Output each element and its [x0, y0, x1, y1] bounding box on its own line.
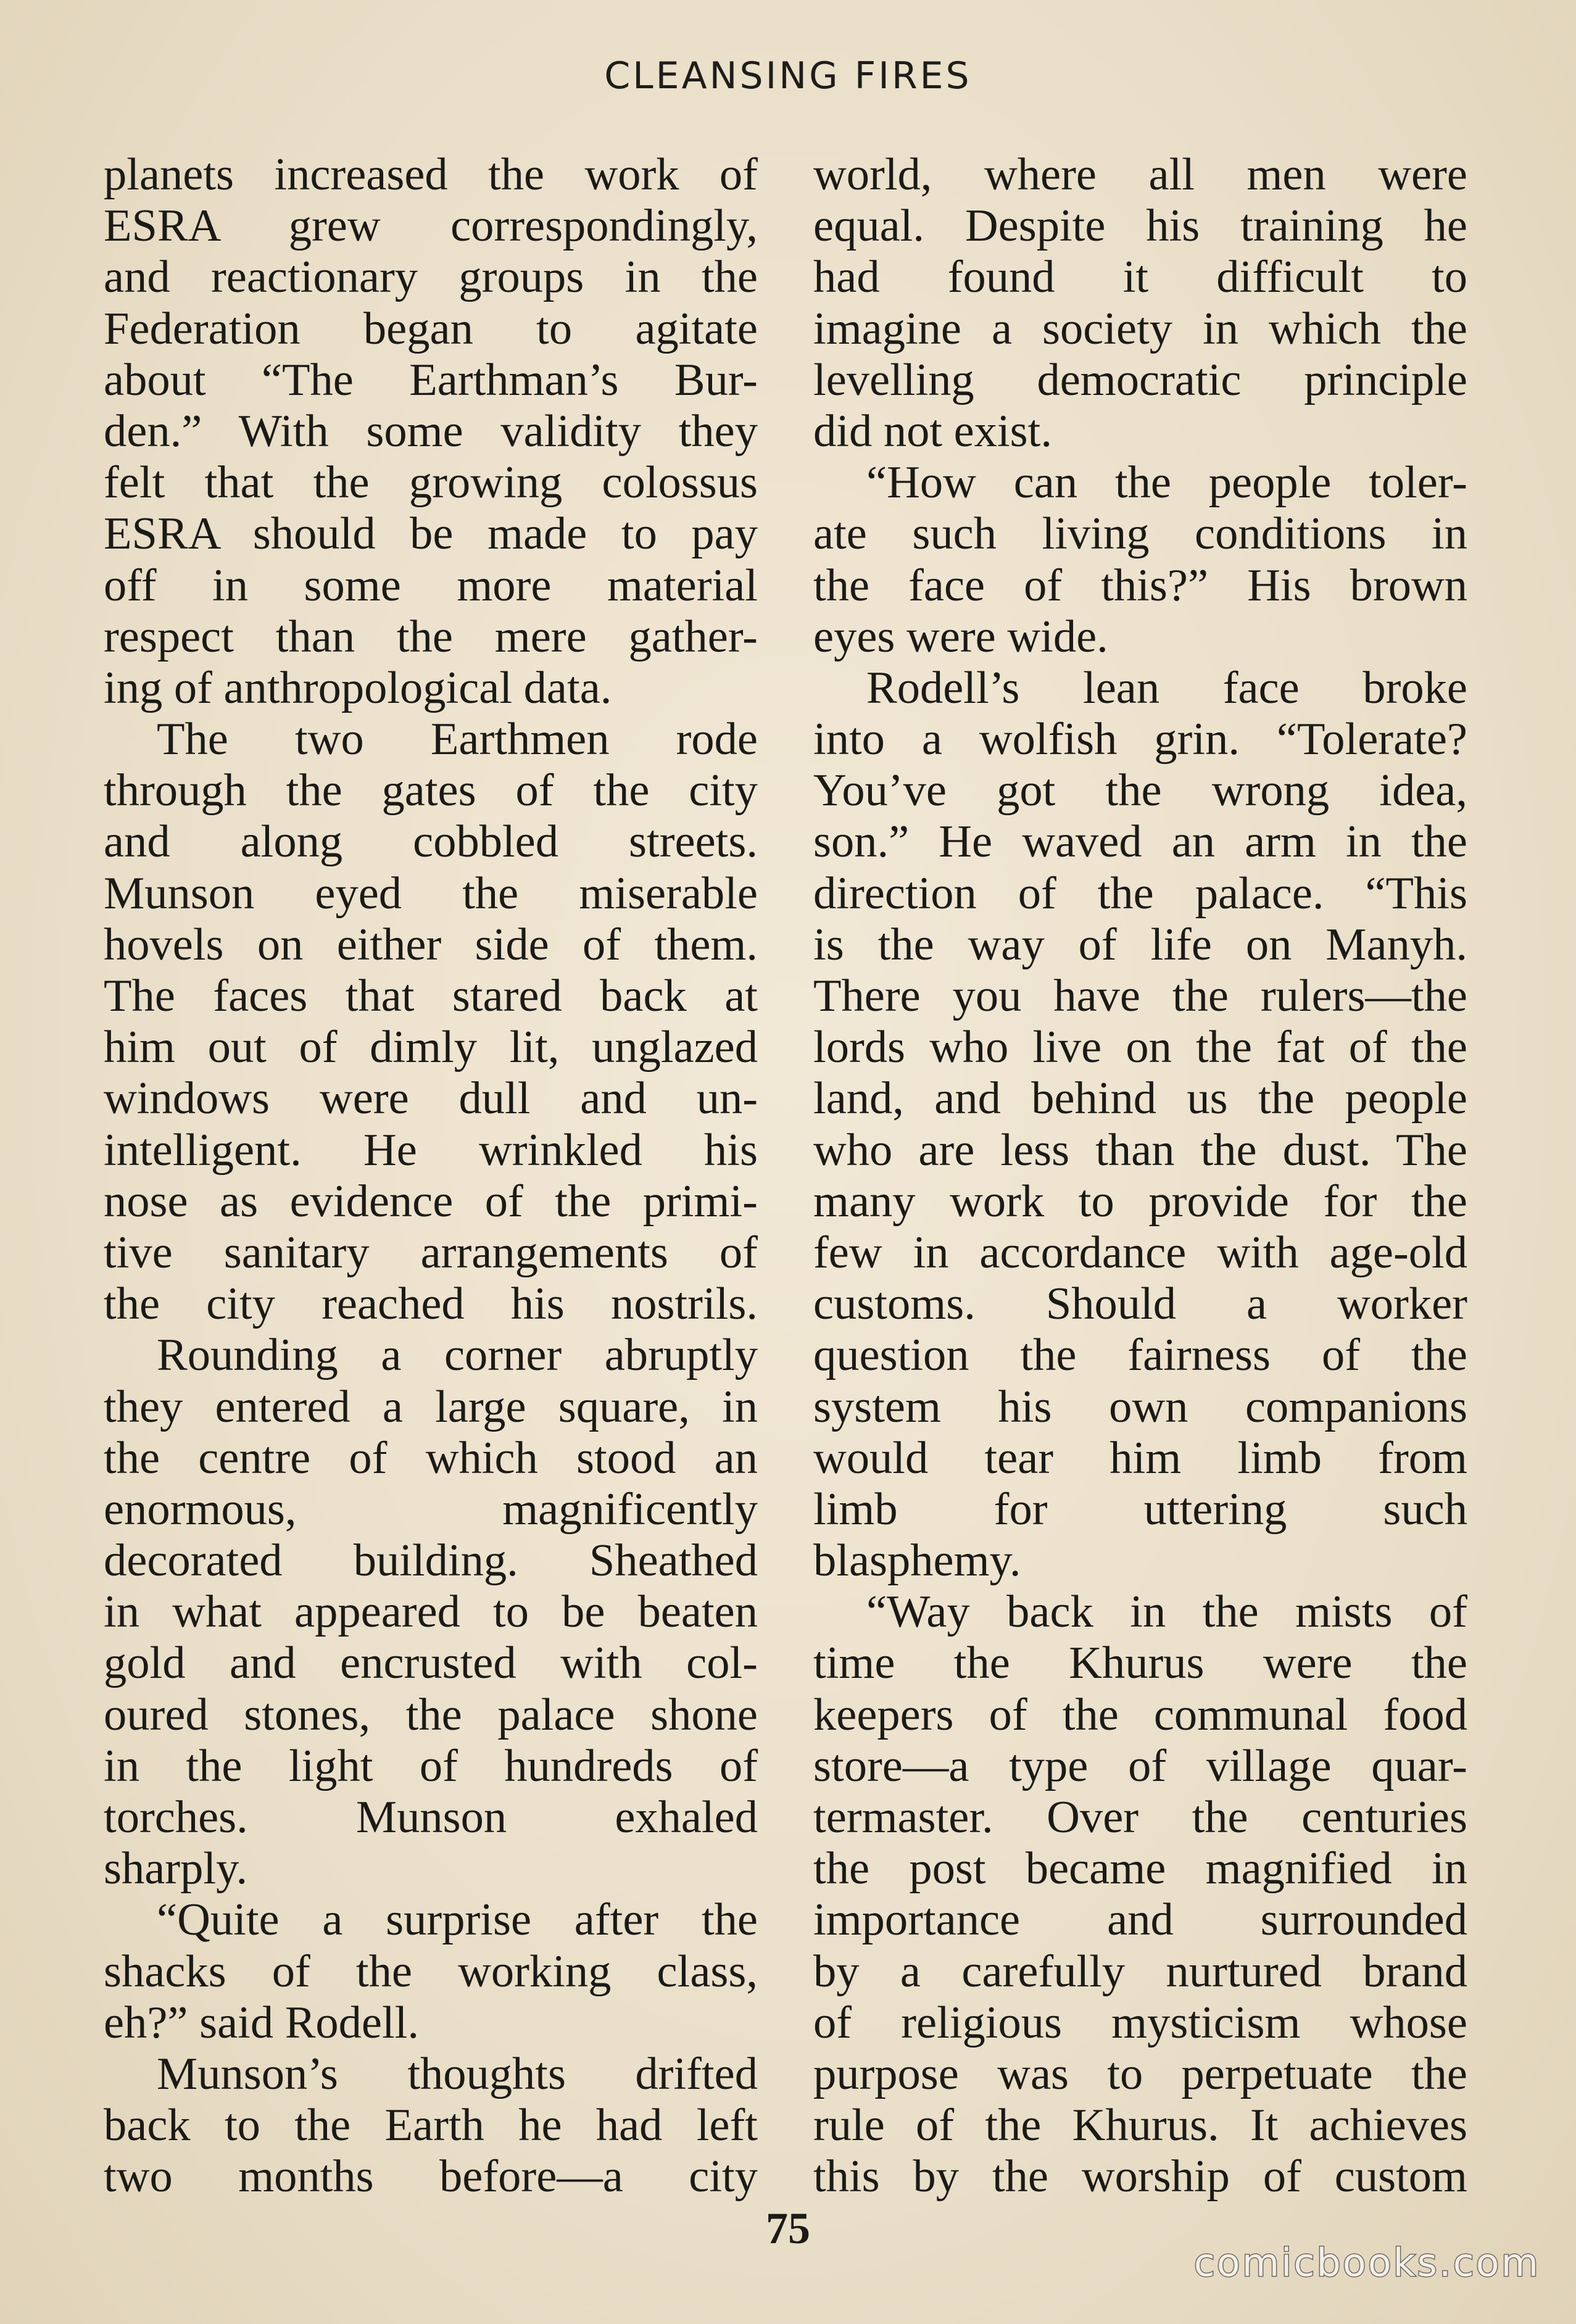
text-line: Rodell’s lean face broke [866, 662, 1467, 713]
text-line: world, where all men were [813, 149, 1467, 200]
text-line: eh?” said Rodell. [104, 1997, 419, 2048]
text-line: eyes were wide. [813, 611, 1108, 662]
text-line: of religious mysticism whose [813, 1997, 1467, 2048]
text-line: The two Earthmen rode [157, 714, 758, 765]
watermark-logo: comicbooks.com [1193, 2240, 1540, 2285]
text-line: the city reached his nostrils. [104, 1279, 758, 1330]
text-line: would tear him limb from [813, 1432, 1467, 1484]
text-line: “How can the people toler- [866, 457, 1467, 508]
text-line: Munson eyed the miserable [104, 868, 758, 919]
text-line: by a carefully nurtured brand [813, 1946, 1467, 1997]
text-line: who are less than the dust. The [813, 1124, 1467, 1176]
text-line: equal. Despite his training he [813, 201, 1467, 252]
text-line: limb for uttering such [813, 1484, 1467, 1535]
text-line: into a wolfish grin. “Tolerate? [813, 714, 1467, 765]
text-line: tive sanitary arrangements of [104, 1227, 758, 1278]
text-line: time the Khurus were the [813, 1638, 1467, 1689]
text-line: son.” He waved an arm in the [813, 816, 1467, 868]
text-line: ESRA grew correspondingly, [104, 201, 758, 252]
text-line: Munson’s thoughts drifted [157, 2048, 758, 2099]
text-line: levelling democratic principle [813, 354, 1467, 405]
text-line: had found it difficult to [813, 252, 1467, 303]
page-number: 75 [766, 2204, 810, 2253]
text-line: oured stones, the palace shone [104, 1689, 758, 1740]
text-line: customs. Should a worker [813, 1279, 1467, 1330]
text-column-left [104, 149, 758, 2203]
text-line: back to the Earth he had left [104, 2100, 758, 2151]
text-line: few in accordance with age-old [813, 1227, 1467, 1278]
text-line: many work to provide for the [813, 1176, 1467, 1227]
text-line: There you have the rulers—the [813, 971, 1467, 1021]
text-line: did not exist. [813, 405, 1052, 457]
text-line: they entered a large square, in [104, 1381, 758, 1432]
text-line: land, and behind us the people [813, 1073, 1467, 1124]
text-line: in what appeared to be beaten [104, 1587, 758, 1638]
text-line: sharply. [104, 1843, 248, 1894]
text-line: rule of the Khurus. It achieves [813, 2100, 1467, 2151]
text-line: and reactionary groups in the [104, 252, 758, 303]
text-line: ing of anthropological data. [104, 662, 612, 713]
text-line: felt that the growing colossus [104, 457, 758, 508]
text-line: store—a type of village quar- [813, 1740, 1467, 1791]
text-line: nose as evidence of the primi- [104, 1176, 758, 1227]
text-line: windows were dull and un- [104, 1073, 758, 1124]
text-line: termaster. Over the centuries [813, 1792, 1467, 1843]
text-line: the centre of which stood an [104, 1432, 758, 1484]
text-line: purpose was to perpetuate the [813, 2048, 1467, 2099]
text-line: den.” With some validity they [104, 405, 758, 457]
text-line: “Way back in the mists of [866, 1587, 1467, 1638]
text-line: torches. Munson exhaled [104, 1792, 758, 1843]
running-header: CLEANSING FIRES [604, 54, 972, 98]
text-line: planets increased the work of [104, 149, 758, 200]
text-line: enormous, magnificently [104, 1484, 758, 1535]
text-line: “Quite a surprise after the [157, 1894, 758, 1946]
text-line: ESRA should be made to pay [104, 508, 758, 560]
text-line: You’ve got the wrong idea, [813, 765, 1467, 816]
text-line: intelligent. He wrinkled his [104, 1124, 758, 1176]
text-line: system his own companions [813, 1381, 1467, 1432]
text-line: ate such living conditions in [813, 508, 1467, 560]
text-line: question the fairness of the [813, 1330, 1467, 1381]
text-line: shacks of the working class, [104, 1946, 758, 1997]
text-line: gold and encrusted with col- [104, 1638, 758, 1689]
text-line: Rounding a corner abruptly [157, 1330, 758, 1381]
text-line: two months before—a city [104, 2151, 758, 2202]
text-line: decorated building. Sheathed [104, 1535, 758, 1587]
text-line: off in some more material [104, 560, 758, 611]
text-line: this by the worship of custom [813, 2151, 1467, 2202]
text-line: him out of dimly lit, unglazed [104, 1022, 758, 1073]
text-line: respect than the mere gather- [104, 611, 758, 662]
text-line: is the way of life on Manyh. [813, 919, 1467, 970]
text-column-right [813, 149, 1467, 2203]
text-line: the post became magnified in [813, 1843, 1467, 1894]
text-line: hovels on either side of them. [104, 919, 758, 970]
text-line: Federation began to agitate [104, 303, 758, 354]
text-line: and along cobbled streets. [104, 816, 758, 868]
text-line: keepers of the communal food [813, 1689, 1467, 1740]
text-line: The faces that stared back at [104, 971, 758, 1021]
text-line: direction of the palace. “This [813, 868, 1467, 919]
text-line: blasphemy. [813, 1535, 1021, 1587]
text-line: imagine a society in which the [813, 303, 1467, 354]
text-line: through the gates of the city [104, 765, 758, 816]
text-line: the face of this?” His brown [813, 560, 1467, 611]
text-line: lords who live on the fat of the [813, 1022, 1467, 1073]
text-line: about “The Earthman’s Bur- [104, 354, 758, 405]
text-line: in the light of hundreds of [104, 1740, 758, 1791]
text-line: importance and surrounded [813, 1894, 1467, 1946]
